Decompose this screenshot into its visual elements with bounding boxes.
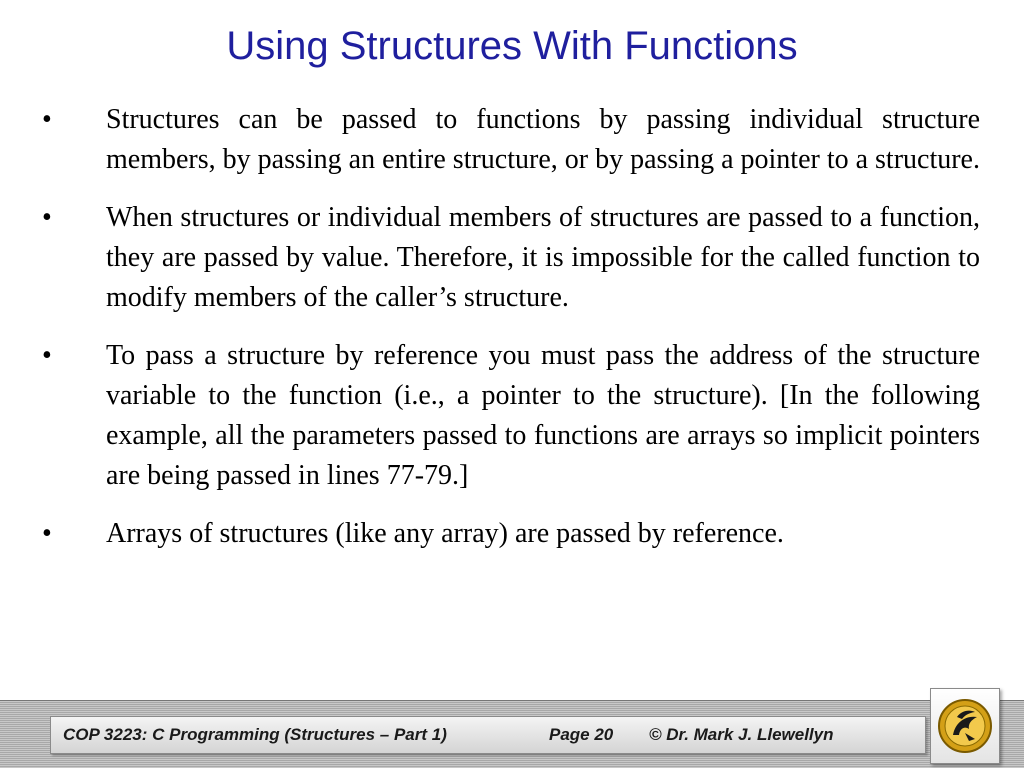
bullet-item: [30, 198, 980, 318]
bullet-text: Arrays of structures (like any array) are passed by reference.: [106, 518, 784, 549]
bullet-item: [30, 336, 980, 496]
bullet-item: [30, 514, 980, 554]
bullet-marker: •: [42, 202, 52, 233]
pegasus-logo-icon: [935, 695, 995, 757]
bullet-list: [30, 100, 980, 572]
footer-course-title: COP 3223: C Programming (Structures – Part 1): [63, 725, 447, 744]
bullet-text: To pass a structure by reference you must pass the address of the structure variable to the function (i.e., a pointer to the structure). [In the following example, all the parameters passed to functions are arrays so implicit pointers are being passed in lines 77-79.]: [106, 340, 980, 491]
slide-title: Using Structures With Functions: [226, 24, 798, 68]
bullet-item: [30, 100, 980, 180]
bullet-text: Structures can be passed to functions by passing individual structure members, by passing an entire structure, or by passing a pointer to a structure.: [106, 104, 980, 175]
bullet-marker: •: [42, 518, 52, 549]
bullet-marker: •: [42, 104, 52, 135]
footer-page-number: Page 20: [549, 725, 614, 744]
logo-box: [930, 688, 1000, 764]
bullet-marker: •: [42, 340, 52, 371]
bullet-text: When structures or individual members of structures are passed to a function, they are passed by value. Therefore, it is impossible for the called function to modify members of the caller’s structure.: [106, 202, 980, 313]
footer-copyright: © Dr. Mark J. Llewellyn: [649, 725, 834, 744]
footer-panel: [50, 716, 926, 754]
